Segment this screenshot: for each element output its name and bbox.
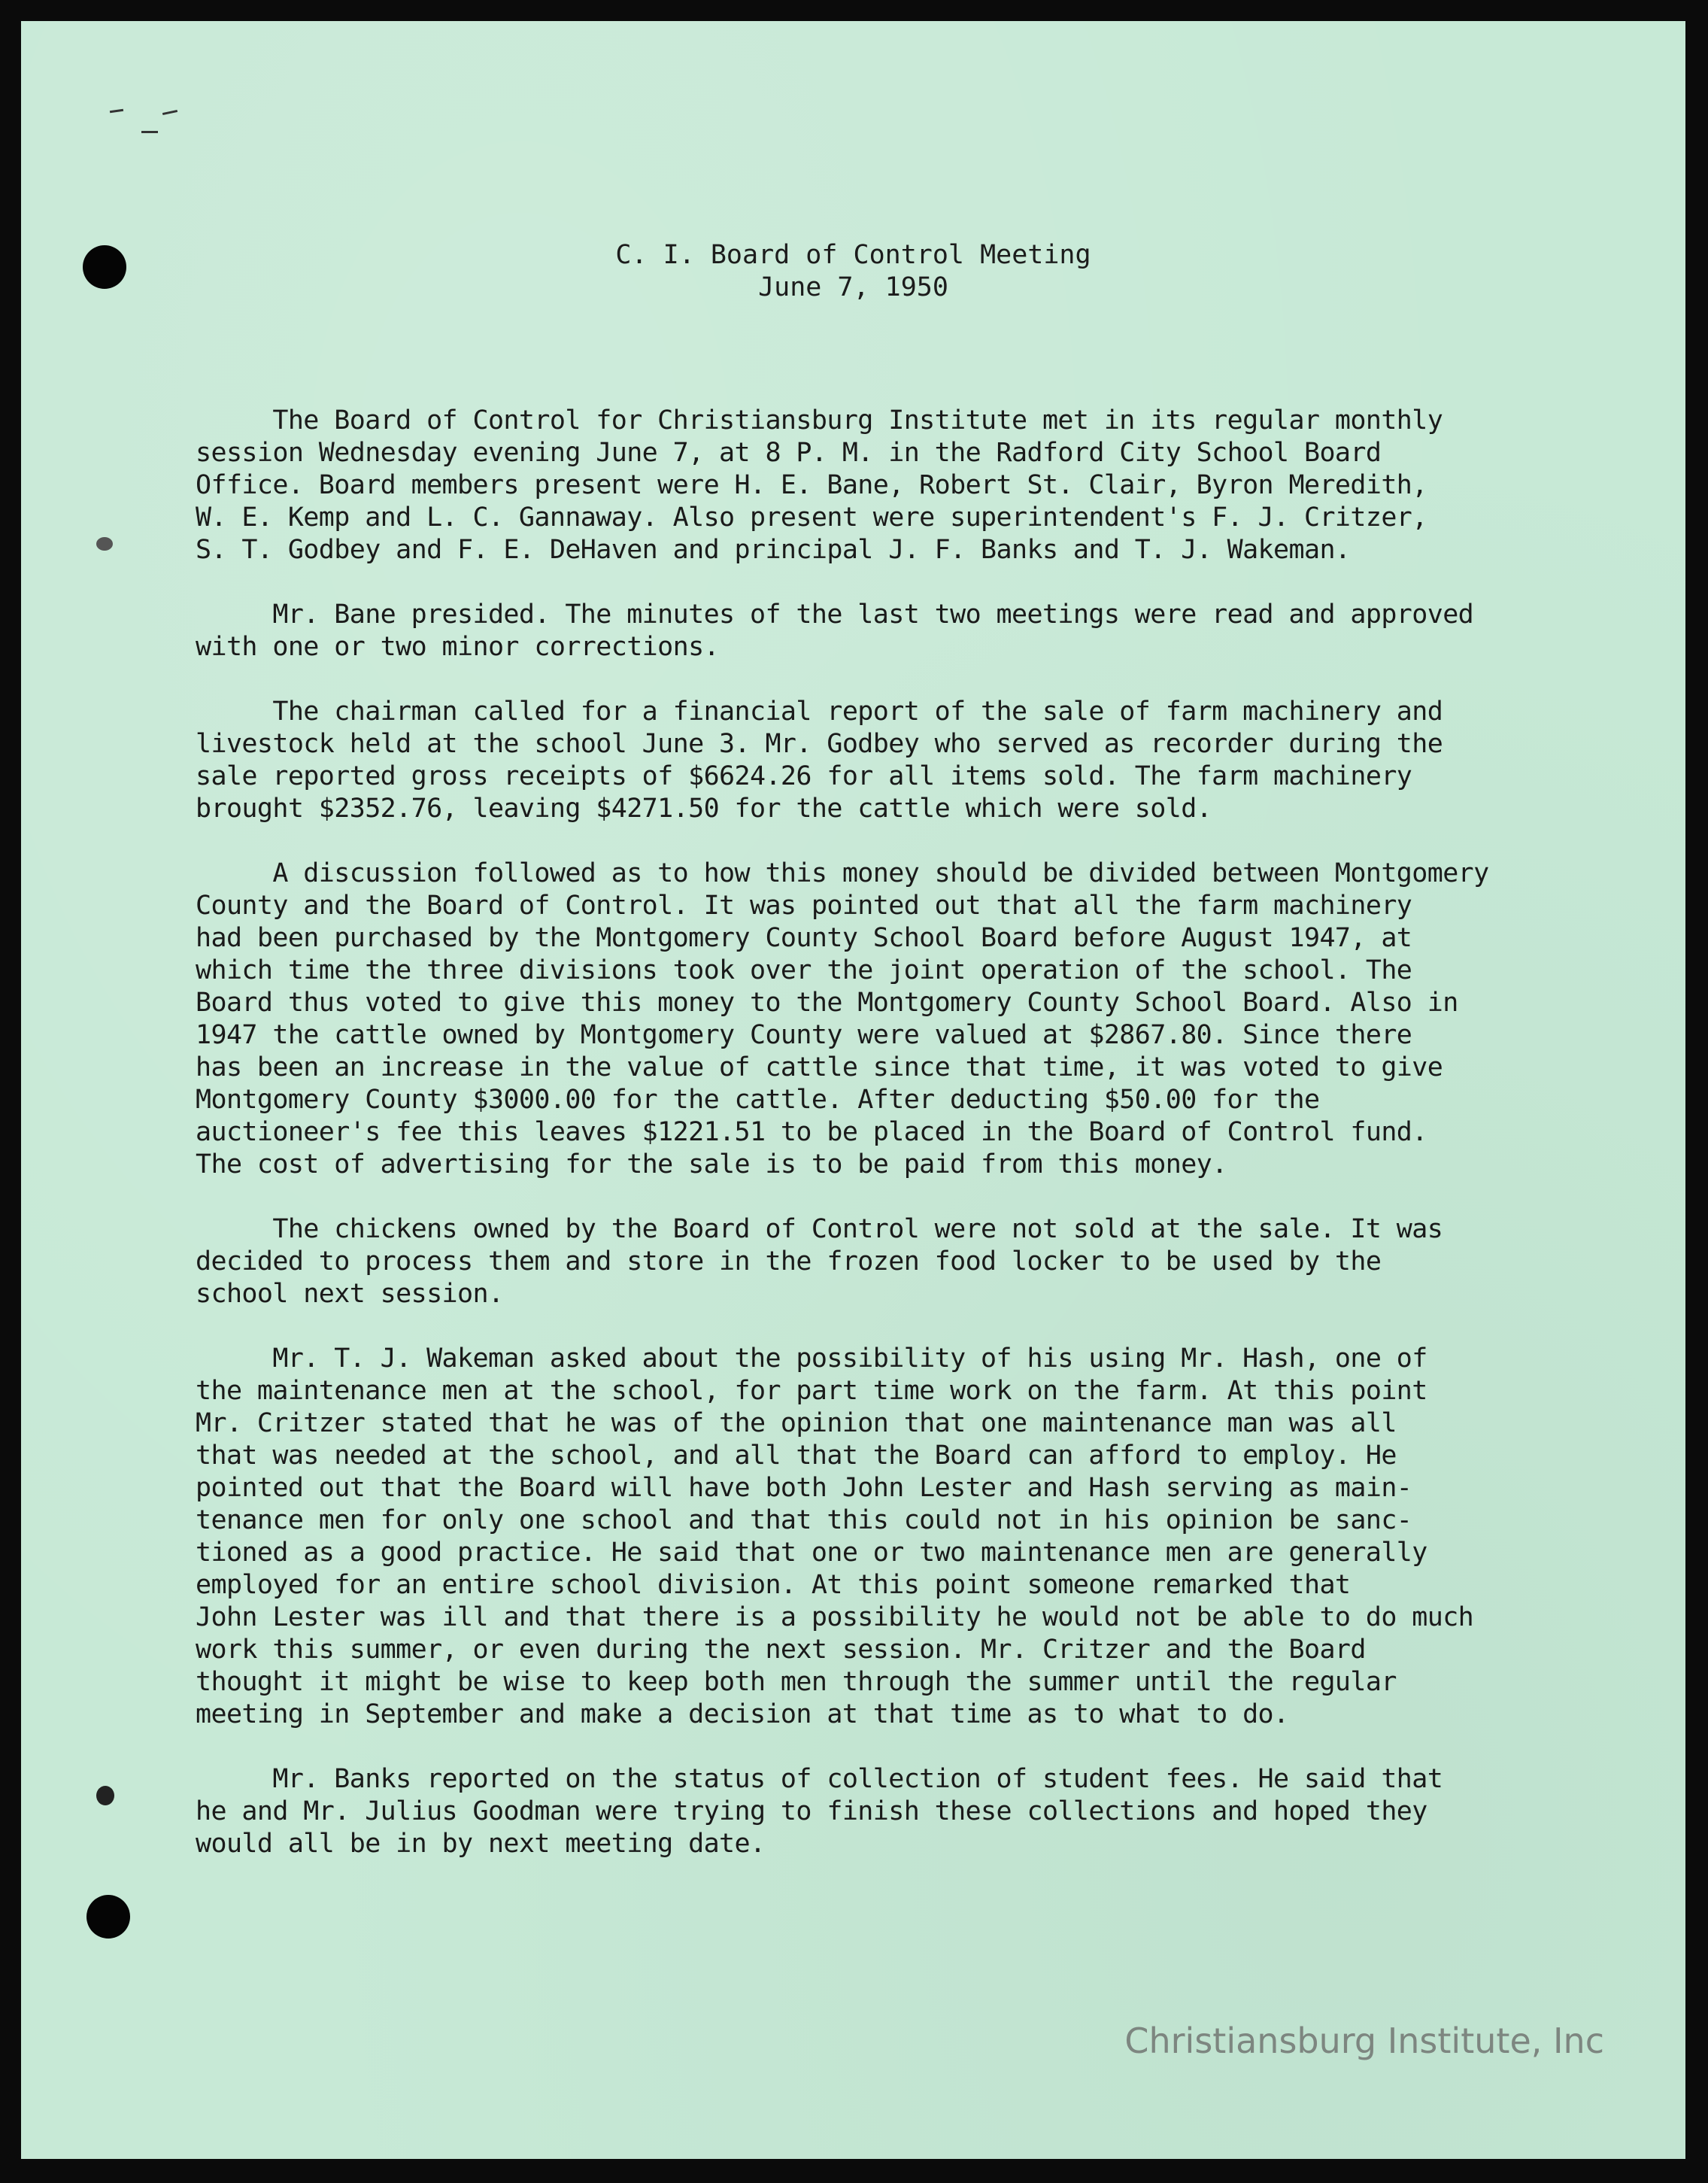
text-line: has been an increase in the value of cattle since that time, it was voted to give bbox=[196, 1052, 1443, 1082]
text-line: Mr. Banks reported on the status of collection of student fees. He said that bbox=[196, 1764, 1443, 1794]
text-line: brought $2352.76, leaving $4271.50 for the cattle which were sold. bbox=[196, 794, 1212, 824]
text-line: Board thus voted to give this money to the Montgomery County School Board. Also in bbox=[196, 988, 1458, 1018]
text-line: thought it might be wise to keep both men through the summer until the regular bbox=[196, 1667, 1397, 1697]
text-line: John Lester was ill and that there is a possibility he would not be able to do much bbox=[196, 1602, 1474, 1632]
paragraph-maintenance bbox=[196, 1343, 1609, 1731]
paragraph-chickens bbox=[196, 1213, 1609, 1310]
text-line: The cost of advertising for the sale is to be paid from this money. bbox=[196, 1149, 1227, 1180]
scan-speck bbox=[96, 1786, 114, 1805]
text-line: S. T. Godbey and F. E. DeHaven and principal J. F. Banks and T. J. Wakeman. bbox=[196, 535, 1351, 565]
text-line: tenance men for only one school and that this could not in his opinion be sanc- bbox=[196, 1505, 1412, 1535]
text-line: had been purchased by the Montgomery County School Board before August 1947, at bbox=[196, 923, 1412, 953]
text-line: meeting in September and make a decision at that time as to what to do. bbox=[196, 1699, 1289, 1729]
text-line: sale reported gross receipts of $6624.26 for all items sold. The farm machinery bbox=[196, 761, 1412, 791]
text-line: auctioneer's fee this leaves $1221.51 to be placed in the Board of Control fund. bbox=[196, 1117, 1427, 1147]
text-line: W. E. Kemp and L. C. Gannaway. Also present were superintendent's F. J. Critzer, bbox=[196, 502, 1427, 533]
text-line: Mr. Critzer stated that he was of the opinion that one maintenance man was all bbox=[196, 1408, 1397, 1438]
text-line: employed for an entire school division. At this point someone remarked that bbox=[196, 1570, 1351, 1600]
text-line: session Wednesday evening June 7, at 8 P. M. in the Radford City School Board bbox=[196, 438, 1382, 468]
text-line: Montgomery County $3000.00 for the cattle. After deducting $50.00 for the bbox=[196, 1085, 1320, 1115]
scan-speck bbox=[162, 110, 177, 115]
text-line: would all be in by next meeting date. bbox=[196, 1829, 766, 1859]
text-line: County and the Board of Control. It was pointed out that all the farm machinery bbox=[196, 891, 1412, 921]
text-line: work this summer, or even during the next session. Mr. Critzer and the Board bbox=[196, 1635, 1366, 1665]
text-line: the maintenance men at the school, for part time work on the farm. At this point bbox=[196, 1376, 1427, 1406]
text-line: tioned as a good practice. He said that one or two maintenance men are generally bbox=[196, 1538, 1427, 1568]
paper-sheet bbox=[21, 21, 1685, 2159]
archive-watermark: Christiansburg Institute, Inc bbox=[1124, 2021, 1604, 2061]
text-line: A discussion followed as to how this money should be divided between Montgomery bbox=[196, 858, 1489, 888]
meeting-minutes-body bbox=[196, 405, 1609, 1893]
scan-speck bbox=[96, 537, 113, 551]
text-line: he and Mr. Julius Goodman were trying to finish these collections and hoped they bbox=[196, 1796, 1427, 1826]
text-line: Mr. T. J. Wakeman asked about the possibility of his using Mr. Hash, one of bbox=[196, 1344, 1427, 1374]
scan-speck bbox=[110, 109, 123, 113]
paragraph-minutes-approval bbox=[196, 599, 1609, 663]
text-line: livestock held at the school June 3. Mr. Godbey who served as recorder during the bbox=[196, 729, 1443, 759]
text-line: 1947 the cattle owned by Montgomery County were valued at $2867.80. Since there bbox=[196, 1020, 1412, 1050]
text-line: that was needed at the school, and all that the Board can afford to employ. He bbox=[196, 1441, 1397, 1471]
document-title: C. I. Board of Control Meeting bbox=[615, 240, 1091, 270]
text-line: pointed out that the Board will have both John Lester and Hash serving as main- bbox=[196, 1473, 1412, 1503]
paragraph-attendance bbox=[196, 405, 1609, 566]
text-line: The chickens owned by the Board of Control were not sold at the sale. It was bbox=[196, 1214, 1443, 1244]
text-line: with one or two minor corrections. bbox=[196, 632, 720, 662]
text-line: which time the three divisions took over the joint operation of the school. The bbox=[196, 955, 1412, 985]
text-line: The chairman called for a financial report of the sale of farm machinery and bbox=[196, 697, 1443, 727]
text-line: decided to process them and store in the frozen food locker to be used by the bbox=[196, 1246, 1382, 1277]
text-line: Office. Board members present were H. E. Bane, Robert St. Clair, Byron Meredith, bbox=[196, 470, 1427, 500]
punch-hole-bottom bbox=[86, 1895, 130, 1939]
text-line: school next session. bbox=[196, 1279, 504, 1309]
paragraph-student-fees bbox=[196, 1763, 1609, 1860]
text-line: Mr. Bane presided. The minutes of the last two meetings were read and approved bbox=[196, 600, 1474, 630]
paragraph-financial-report bbox=[196, 696, 1609, 825]
document-date: June 7, 1950 bbox=[758, 272, 948, 302]
scan-speck bbox=[141, 131, 158, 133]
paragraph-money-division bbox=[196, 858, 1609, 1181]
text-line: The Board of Control for Christiansburg Institute met in its regular monthly bbox=[196, 405, 1443, 436]
